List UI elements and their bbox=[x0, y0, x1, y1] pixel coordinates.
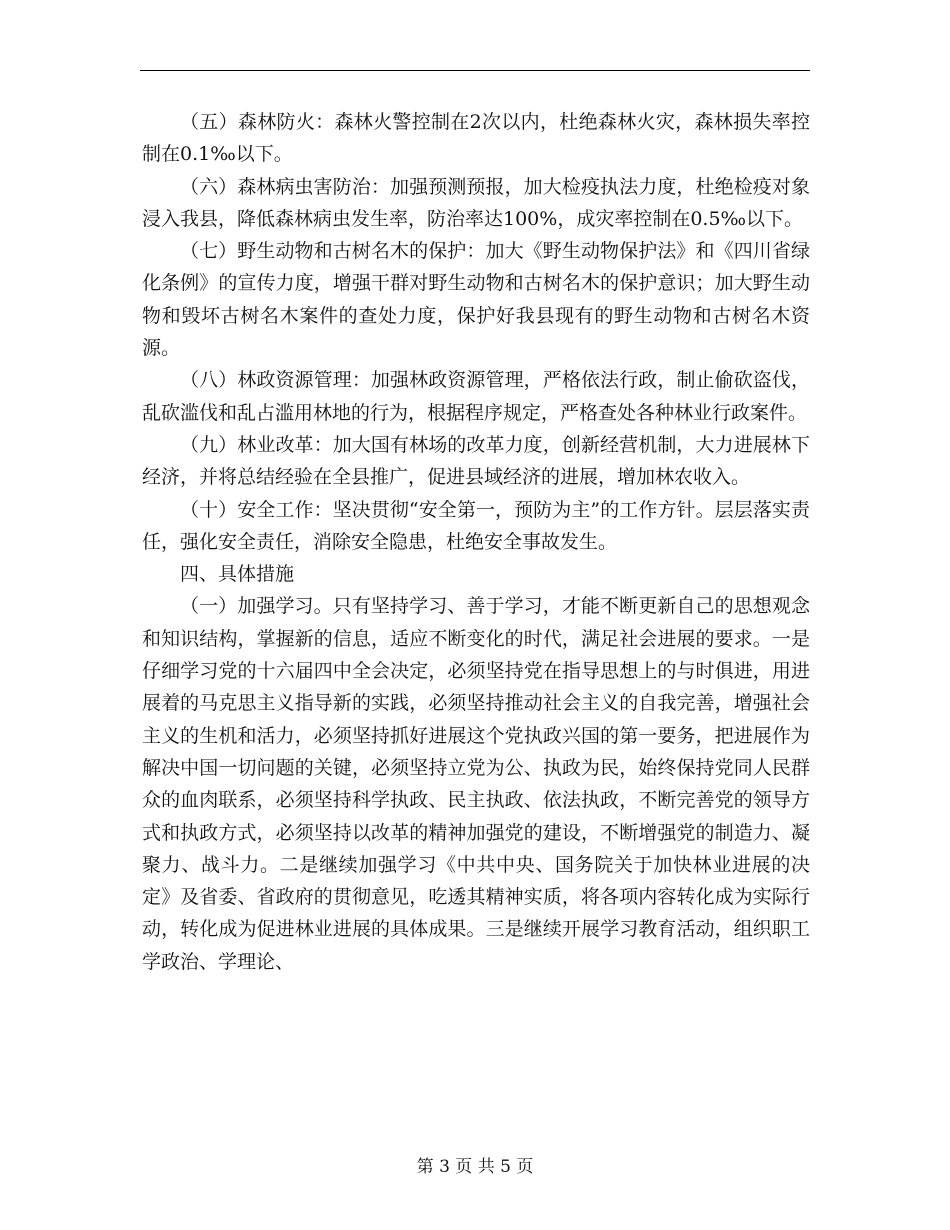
paragraph-forestry-reform: （九）林业改革：加大国有林场的改革力度，创新经营机制，大力进展林下经济，并将总结经验在全县推广，促进县域经济的进展，增加林农收入。 bbox=[142, 433, 810, 489]
paragraph-wildlife-protection: （七）野生动物和古树名木的保护：加大《野生动物保护法》和《四川省绿化条例》的宣传力度，增强干群对野生动物和古树名木的保护意识；加大野生动物和毁坏古树名木案件的查处力度，保护好我县现有的野生动物和古树名木资源。 bbox=[142, 240, 810, 360]
paragraph-forest-fire: （五）森林防火：森林火警控制在2次以内，杜绝森林火灾，森林损失率控制在0.1‰以下。 bbox=[142, 111, 810, 166]
document-body bbox=[142, 106, 810, 978]
paragraph-resource-management: （八）林政资源管理：加强林政资源管理，严格依法行政，制止偷砍盗伐，乱砍滥伐和乱占滥用林地的行为，根据程序规定，严格查处各种林业行政案件。 bbox=[142, 369, 810, 424]
paragraph-pest-control: （六）森林病虫害防治：加强预测预报，加大检疫执法力度，杜绝检疫对象浸入我县，降低森林病虫发生率，防治率达100%，成灾率控制在0.5‰以下。 bbox=[142, 175, 810, 230]
header-rule bbox=[140, 70, 810, 71]
section-heading-measures: 四、具体措施 bbox=[180, 563, 295, 586]
paragraph-strengthen-learning: （一）加强学习。只有坚持学习、善于学习，才能不断更新自己的思想观念和知识结构，掌握新的信息，适应不断变化的时代，满足社会进展的要求。一是仔细学习党的十六届四中全会决定，必须坚持党在指导思想上的与时俱进，用进展着的马克思主义指导新的实践，必须坚持推动社会主义的自我完善，增强社会主义的生机和活力，必须坚持抓好进展这个党执政兴国的第一要务，把进展作为解决中国一切问题的关键，必须坚持立党为公、执政为民，始终保持党同人民群众的血肉联系，必须坚持科学执政、民主执政、依法执政，不断完善党的领导方式和执政方式，必须坚持以改革的精神加强党的建设，不断增强党的制造力、凝聚力、战斗力。二是继续加强学习《中共中央、国务院关于加快林业进展的决定》及省委、省政府的贯彻意见，吃透其精神实质，将各项内容转化成为实际行动，转化成为促进林业进展的具体成果。三是继续开展学习教育活动，组织职工学政治、学理论、 bbox=[142, 595, 810, 973]
paragraph-safety-work: （十）安全工作：坚决贯彻“安全第一，预防为主”的工作方针。层层落实责任，强化安全责任，消除安全隐患，杜绝安全事故发生。 bbox=[142, 498, 810, 553]
page-footer: 第 3 页 共 5 页 bbox=[416, 1157, 534, 1177]
